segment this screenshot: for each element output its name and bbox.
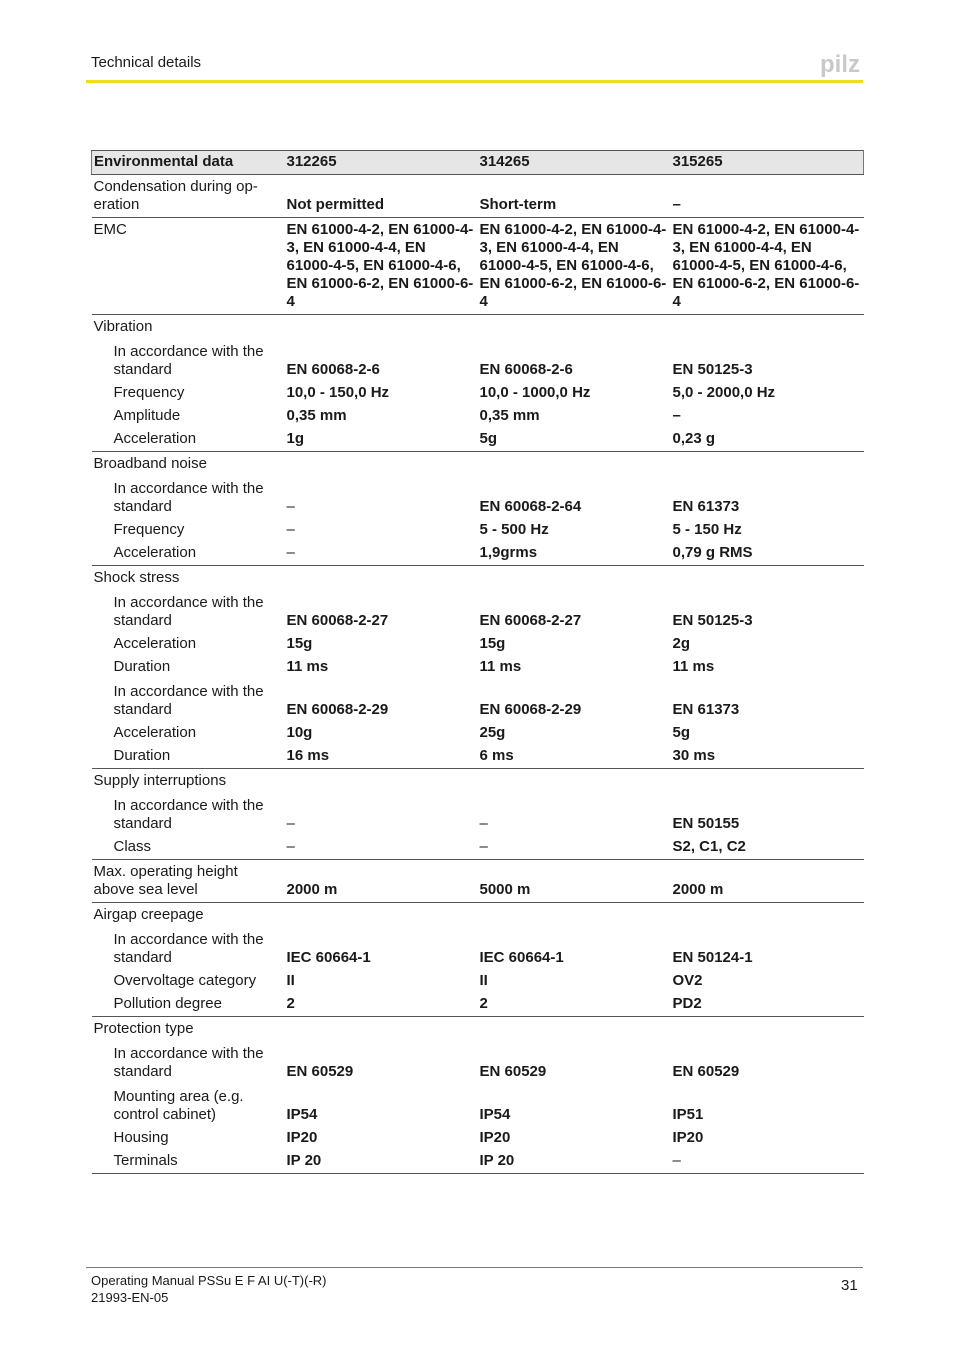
row-label: Class xyxy=(92,836,285,860)
pilz-logo xyxy=(820,50,864,78)
cell-value: 2g xyxy=(672,635,691,652)
table-row xyxy=(92,590,864,633)
row-label: Overvoltage category xyxy=(113,972,257,989)
page-number: 31 xyxy=(841,1277,858,1294)
cell-value: 11 ms xyxy=(286,658,329,675)
table-row xyxy=(92,970,864,993)
cell-value: IEC 60664-1 xyxy=(286,949,371,966)
row-label: Acceleration xyxy=(92,542,285,566)
cell-value: Not permitted xyxy=(285,175,478,218)
cell-value: OV2 xyxy=(672,972,703,989)
cell-value: 5 - 500 Hz xyxy=(479,521,549,538)
row-label: Frequency xyxy=(113,521,185,538)
row-label: Acceleration xyxy=(92,428,285,452)
cell-value: 10,0 - 150,0 Hz xyxy=(286,384,390,401)
row-label: EMC xyxy=(92,218,285,315)
cell-value: EN 50125-3 xyxy=(672,361,753,378)
table-row xyxy=(92,656,864,679)
row-label: Amplitude xyxy=(113,407,181,424)
row-label: Terminals xyxy=(92,1150,285,1174)
cell-value: S2, C1, C2 xyxy=(671,836,864,860)
cell-value: IP20 xyxy=(286,1129,318,1146)
cell-value: – xyxy=(478,836,671,860)
row-label: Condensation during op-eration xyxy=(92,175,285,218)
row-label: In accordance with the standard xyxy=(113,594,264,629)
row-label: Acceleration xyxy=(113,724,197,741)
row-label: In accordance with the standard xyxy=(113,683,264,718)
cell-value: 2 xyxy=(478,993,671,1017)
cell-value: IP54 xyxy=(479,1106,511,1123)
table-header-row xyxy=(92,151,864,175)
section-label: Broadband noise xyxy=(93,455,207,472)
cell-value: PD2 xyxy=(671,993,864,1017)
row-label: In accordance with the standard xyxy=(113,480,264,515)
cell-value: EN 60068-2-6 xyxy=(479,361,573,378)
cell-value: – xyxy=(671,175,864,218)
section-label: Airgap creepage xyxy=(93,906,204,923)
table-row xyxy=(92,633,864,656)
cell-value: 0,23 g xyxy=(671,428,864,452)
cell-value: EN 61373 xyxy=(672,701,740,718)
section-row xyxy=(92,769,864,794)
cell-value: 10g xyxy=(286,724,313,741)
cell-value: EN 50124-1 xyxy=(672,949,753,966)
cell-value: 0,79 g RMS xyxy=(671,542,864,566)
cell-value: 5g xyxy=(478,428,671,452)
cell-value: EN 50125-3 xyxy=(672,612,753,629)
cell-value: 6 ms xyxy=(478,745,671,769)
cell-value: 0,35 mm xyxy=(286,407,347,424)
row-label: In accordance with the standard xyxy=(113,1045,264,1080)
cell-value: IP 20 xyxy=(285,1150,478,1174)
table-row xyxy=(92,679,864,722)
section-row xyxy=(92,566,864,591)
column-header: 314265 xyxy=(478,151,671,175)
table-row xyxy=(92,1041,864,1084)
cell-value: EN 61000-4-2, EN 61000-4-3, EN 61000-4-4, EN 61000-4-5, EN 61000-4-6, EN 61000-6-2, EN 61000-6-4 xyxy=(671,218,864,315)
section-label: Protection type xyxy=(93,1020,194,1037)
section-label: Supply interruptions xyxy=(93,772,227,789)
cell-value: EN 60529 xyxy=(286,1063,354,1080)
svg-text:pilz: pilz xyxy=(820,51,860,78)
table-row xyxy=(92,1127,864,1150)
column-header: Environmental data xyxy=(92,151,285,175)
cell-value: 5000 m xyxy=(478,860,671,903)
cell-value: 30 ms xyxy=(671,745,864,769)
row-label: Housing xyxy=(113,1129,169,1146)
cell-value: EN 60068-2-27 xyxy=(286,612,389,629)
table-row xyxy=(92,382,864,405)
cell-value: 11 ms xyxy=(672,658,715,675)
cell-value: IP 20 xyxy=(478,1150,671,1174)
cell-value: 1g xyxy=(285,428,478,452)
cell-value: – xyxy=(286,498,295,515)
environmental-data-table xyxy=(91,150,863,1174)
table-row xyxy=(92,218,864,315)
header-title: Technical details xyxy=(91,54,202,71)
cell-value: 5 - 150 Hz xyxy=(672,521,742,538)
column-header: 315265 xyxy=(671,151,864,175)
cell-value: IP20 xyxy=(672,1129,704,1146)
section-row xyxy=(92,903,864,928)
cell-value: EN 61000-4-2, EN 61000-4-3, EN 61000-4-4, EN 61000-4-5, EN 61000-4-6, EN 61000-6-2, EN 61000-6-4 xyxy=(285,218,478,315)
row-label: Acceleration xyxy=(113,635,197,652)
cell-value: 2000 m xyxy=(285,860,478,903)
table-row xyxy=(92,1084,864,1127)
cell-value: 2000 m xyxy=(671,860,864,903)
cell-value: – xyxy=(285,836,478,860)
cell-value: Short-term xyxy=(478,175,671,218)
cell-value: IEC 60664-1 xyxy=(479,949,564,966)
cell-value: EN 50155 xyxy=(672,815,740,832)
cell-value: EN 60068-2-27 xyxy=(479,612,582,629)
section-label: Shock stress xyxy=(93,569,180,586)
cell-value: EN 60068-2-64 xyxy=(479,498,582,515)
table-row xyxy=(92,519,864,542)
section-row xyxy=(92,1017,864,1042)
cell-value: EN 60529 xyxy=(479,1063,547,1080)
footer-doc-number: 21993-EN-05 xyxy=(91,1290,169,1305)
cell-value: EN 60068-2-29 xyxy=(286,701,389,718)
cell-value: 15g xyxy=(479,635,506,652)
table-row xyxy=(92,175,864,218)
table-row xyxy=(92,927,864,970)
cell-value: 0,35 mm xyxy=(479,407,540,424)
cell-value: – xyxy=(286,815,295,832)
cell-value: – xyxy=(479,815,488,832)
cell-value: 10,0 - 1000,0 Hz xyxy=(479,384,591,401)
cell-value: EN 60529 xyxy=(672,1063,740,1080)
cell-value: EN 60068-2-6 xyxy=(286,361,380,378)
cell-value: – xyxy=(671,1150,864,1174)
cell-value: IP54 xyxy=(286,1106,318,1123)
row-label: Pollution degree xyxy=(92,993,285,1017)
row-label: Mounting area (e.g. control cabinet) xyxy=(113,1088,244,1123)
cell-value: 11 ms xyxy=(479,658,522,675)
table-row xyxy=(92,793,864,836)
cell-value: – xyxy=(286,521,295,538)
table-row xyxy=(92,476,864,519)
footer-rule xyxy=(86,1267,863,1268)
footer-manual-title: Operating Manual PSSu E F AI U(-T)(-R) xyxy=(91,1273,327,1288)
cell-value: EN 61373 xyxy=(672,498,740,515)
cell-value: II xyxy=(479,972,488,989)
cell-value: 25g xyxy=(479,724,506,741)
cell-value: 5g xyxy=(672,724,691,741)
table-row xyxy=(92,993,864,1017)
table-row xyxy=(92,860,864,903)
cell-value: IP51 xyxy=(672,1106,704,1123)
row-label: Frequency xyxy=(113,384,185,401)
row-label: Duration xyxy=(92,745,285,769)
header-rule xyxy=(86,80,863,83)
cell-value: II xyxy=(286,972,295,989)
cell-value: 5,0 - 2000,0 Hz xyxy=(672,384,776,401)
section-row xyxy=(92,315,864,340)
table-row xyxy=(92,1150,864,1174)
cell-value: EN 60068-2-29 xyxy=(479,701,582,718)
table-row xyxy=(92,836,864,860)
table-row xyxy=(92,722,864,745)
table-row xyxy=(92,542,864,566)
cell-value: 2 xyxy=(285,993,478,1017)
table-row xyxy=(92,745,864,769)
row-label: In accordance with the standard xyxy=(113,797,264,832)
row-label: In accordance with the standard xyxy=(113,343,264,378)
cell-value: 1,9grms xyxy=(478,542,671,566)
cell-value: – xyxy=(672,407,681,424)
cell-value: – xyxy=(285,542,478,566)
column-header: 312265 xyxy=(285,151,478,175)
cell-value: IP20 xyxy=(479,1129,511,1146)
table-row xyxy=(92,405,864,428)
section-label: Vibration xyxy=(93,318,153,335)
row-label: Max. operating height above sea level xyxy=(92,860,285,903)
row-label: In accordance with the standard xyxy=(113,931,264,966)
table-row xyxy=(92,428,864,452)
section-row xyxy=(92,452,864,477)
cell-value: 15g xyxy=(286,635,313,652)
table-row xyxy=(92,339,864,382)
cell-value: EN 61000-4-2, EN 61000-4-3, EN 61000-4-4, EN 61000-4-5, EN 61000-4-6, EN 61000-6-2, EN 61000-6-4 xyxy=(478,218,671,315)
row-label: Duration xyxy=(113,658,171,675)
cell-value: 16 ms xyxy=(285,745,478,769)
